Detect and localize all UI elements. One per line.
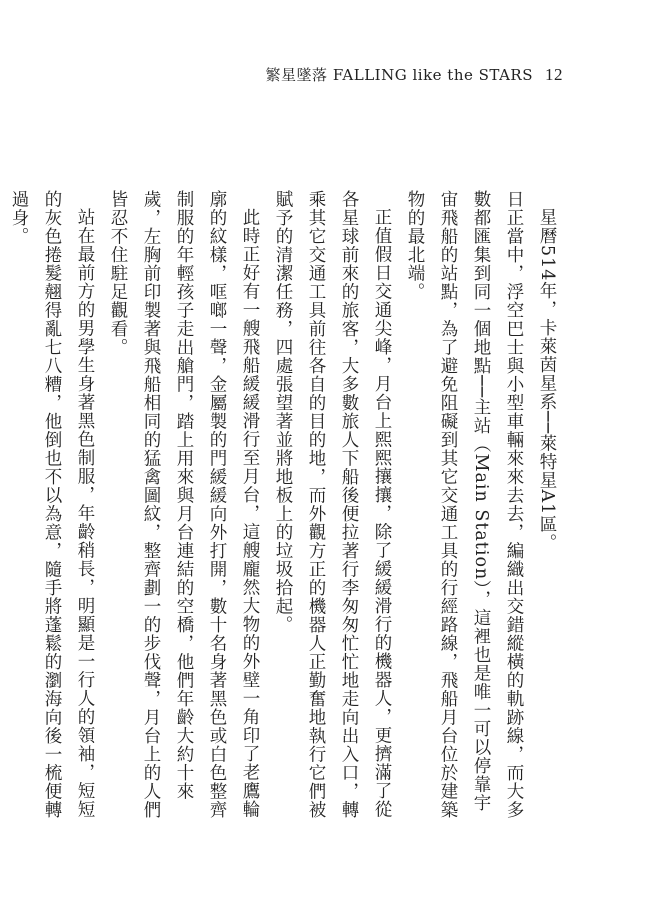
paragraph-main-station: 日正當中，浮空巴士與小型車輛來來去去，編織出交錯縱橫的軌跡線，而大多數都匯集到同一個地點──主站（Main Station），這裡也是唯一可以停靠宇宙飛船的站點，為了避免阻礙到其它交通工具的行經路線，飛船月台位於建築物的最北端。 — [405, 190, 524, 819]
page-number: 12 — [545, 65, 563, 84]
paragraph-date-location: 星曆514年，卡萊茵星系──萊特星A1區。 — [537, 207, 557, 552]
running-title: 繁星墜落 FALLING like the STARS — [265, 66, 533, 84]
paragraph-ship-arrival: 此時正好有一艘飛船緩緩滑行至月台，這艘龐然大物的外壁一角印了老鷹輪廓的紋樣，哐啷一聲，金屬製的門緩緩向外打開，數十名身著黑色或白色整齊制服的年輕孩子走出艙門，踏上用來與月台連結的空橋，他們年齡大約十來歲，左胸前印製著與飛船相同的猛禽圖紋，整齊劃一的步伐聲，月台上的人們皆忍不住駐足觀看。 — [108, 190, 260, 819]
page-header — [266, 64, 563, 85]
paragraph-holiday-rush: 正值假日交通尖峰，月台上熙熙攘攘，除了緩緩滑行的機器人，更擠滿了從各星球前來的旅客，大多數旅人下船後便拉著行李匆匆忙忙地走向出入口，轉乘其它交通工具前往各自的目的地，而外觀方正的機器人正勤奮地執行它們被賦予的清潔任務，四處張望著並將地板上的垃圾拾起。 — [273, 190, 392, 819]
paragraph-dialogue — [0, 190, 2, 820]
paragraph-leader-student: 站在最前方的男學生身著黑色制服，年齡稍長，明顯是一行人的領袖，短短的灰色捲髮翹得亂七八糟，他倒也不以為意，隨手將蓬鬆的瀏海向後一梳便轉過身。 — [9, 190, 95, 819]
vertical-body-text — [9, 190, 563, 820]
